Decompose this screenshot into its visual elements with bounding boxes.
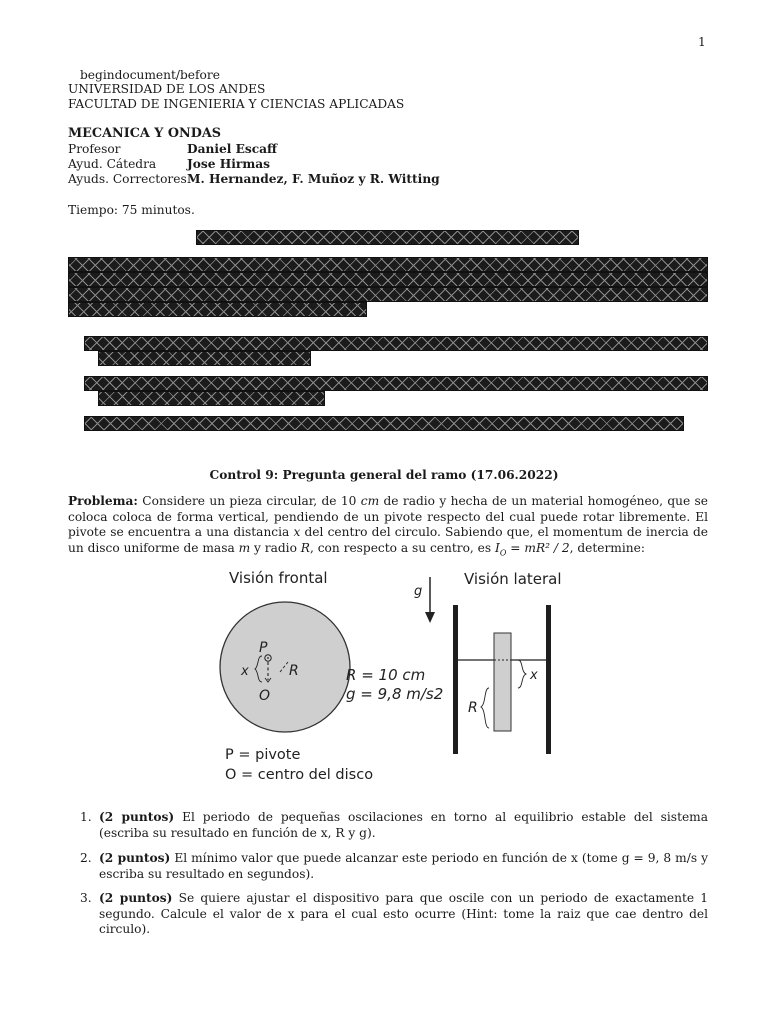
staff-name: Daniel Escaff [187, 142, 278, 156]
label-g: g [414, 584, 423, 599]
faculty-name: FACULTAD DE INGENIERIA Y CIENCIAS APLICADAS [68, 97, 405, 111]
label-x: x [241, 664, 249, 679]
question-number: 1. [80, 810, 92, 824]
problem-label: Problema: [68, 494, 138, 508]
side-view-title: Visión lateral [464, 570, 562, 588]
gravity-arrow-head [425, 612, 435, 623]
legend-center: O = centro del disco [225, 767, 374, 783]
problem-text: de radio y hecha de un material homogéneo, que se coloca coloca de forma vertical, pendiendo de un pivote respecto del cual puede rotar libremente. El pivote se encuentra a una distancia [68, 494, 709, 539]
param-radius: R = 10 cm [346, 666, 426, 684]
question-text: El mínimo valor que puede alcanzar este periodo en función de x (tome g = 9, 8 m/s y escriba su resultado en segundos). [99, 851, 709, 881]
problem-text: y radio [250, 540, 301, 555]
exam-title: Control 9: Pregunta general del ramo (17.06.2022) [209, 468, 559, 482]
formula-i: I [495, 540, 500, 555]
staff-name: M. Hernandez, F. Muñoz y R. Witting [187, 172, 440, 186]
question-points: (2 puntos) [99, 891, 173, 905]
problem-text: , con respecto a su centro, es [309, 540, 496, 555]
unit-cm: cm [360, 494, 380, 508]
support-right [546, 605, 551, 754]
brace-x-side [518, 660, 526, 688]
side-label-r: R [468, 700, 478, 716]
disk-side [494, 633, 511, 731]
staff-role: Ayuds. Correctores [68, 172, 187, 186]
preamble-text: begindocument/before [80, 68, 220, 82]
label-p: P [259, 640, 268, 656]
question-number: 3. [80, 891, 92, 905]
legend-pivot: P = pivote [225, 747, 301, 763]
side-label-x: x [530, 668, 538, 683]
param-gravity: g = 9,8 m/s2 [346, 685, 444, 703]
problem-text: del centro del circulo. Sabiendo que, el momentum de inercia de un disco uniforme de masa [68, 525, 708, 555]
pendulum-figure [0, 560, 768, 790]
label-r: R [289, 663, 299, 679]
var-m: m [238, 540, 251, 555]
staff-role: Profesor [68, 142, 121, 156]
disk-front [220, 602, 350, 732]
formula-rest: = mR² / 2 [506, 540, 570, 555]
var-x: x [293, 525, 301, 539]
question-number: 2. [80, 851, 92, 865]
university-name: UNIVERSIDAD DE LOS ANDES [68, 82, 266, 96]
label-o: O [259, 688, 271, 704]
question-text: El periodo de pequeñas oscilaciones en torno al equilibrio estable del sistema (escriba su resultado en función de x, R y g). [99, 810, 708, 840]
page-number: 1 [698, 35, 706, 49]
formula-subscript: O [499, 547, 507, 557]
problem-text: , determine: [569, 540, 645, 555]
var-r: R [300, 540, 310, 555]
problem-text: Considere un pieza circular, de 10 [142, 494, 361, 508]
support-left [453, 605, 458, 754]
time-limit: Tiempo: 75 minutos. [68, 203, 195, 217]
staff-role: Ayud. Cátedra [68, 157, 157, 171]
staff-name: Jose Hirmas [187, 157, 270, 171]
question-text: Se quiere ajustar el dispositivo para que oscile con un periodo de exactamente 1 segundo. Calcule el valor de x para el cual esto ocurre (Hint: tome la raiz que cae dentro del circulo). [99, 891, 709, 936]
front-view-title: Visión frontal [229, 569, 328, 587]
course-title: MECANICA Y ONDAS [68, 126, 221, 141]
question-points: (2 puntos) [99, 851, 171, 865]
brace-r-side [481, 688, 489, 728]
problem-statement [68, 494, 708, 560]
pivot-center [267, 657, 269, 659]
question-points: (2 puntos) [99, 810, 175, 824]
